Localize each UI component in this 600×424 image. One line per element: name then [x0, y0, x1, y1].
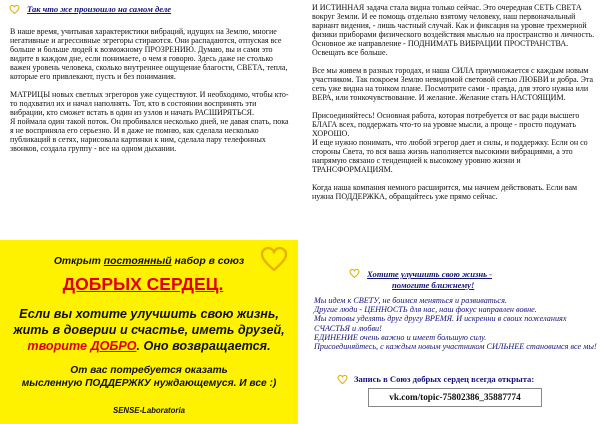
left-para-2: МАТРИЦЫ новых светлых эгрегоров уже существуют. И необходимо, чтобы кто-то подхватил их и начал наполнять. Тот, кто в состоянии воспринять эти вибрации, кто сможет встать в один из узлов и начать РАСШИРЯТЬСЯ. [10, 90, 289, 117]
banner-need-line1: От вас потребуется оказать [70, 365, 228, 376]
left-para-3: Я поймала один такой поток. Он пробивался несколько дней, не давая спать, пока я не восприняла его серьезно. И я даже не помню, как сделала несколько публикаций в сетях, нарисовала картинки к ним, сделала пару телефонных звонков, создала группу - все на одном дыхании. [10, 117, 289, 153]
banner-body-line2: жить в доверии и счастье, иметь друзей, [13, 323, 285, 337]
right-para-4: И еще нужно понимать, что любой эгрегор дает и силы, и поддержку. Если он со стороны Света, то вся ваша жизнь наполняется высокими вибрациями, а это напрямую связано с тенденцией к высокому уровню жизни и ТРАНСФОРМАЦИЯМ. [312, 138, 588, 174]
right-para-2: Все мы живем в разных городах, и наша СИЛА приумножается с каждым новым участником. Так покроем Землю невидимой световой сетью ЛЮБВИ и добра. Эта сеть уже видна на тонком плане. Посмотрите сами - правда, для этого нужна или ВЕРА, или тонкочувствование. И желание. Желание стать НАСТОЯЩИМ. [312, 66, 594, 102]
right-heading-line2: помогите ближнему! [392, 280, 475, 290]
value-item: Присоединяйтесь, с каждым новым участником СИЛЬНЕЕ становимся все мы! [314, 342, 597, 352]
vk-link[interactable]: vk.com/topic-75802386_35887774 [368, 388, 542, 407]
heart-icon [349, 269, 360, 278]
heart-icon [337, 375, 348, 384]
value-item: Другие люди - ЦЕННОСТЬ для нас, наш фокус направлен вовне. [314, 305, 537, 315]
heart-icon [260, 247, 288, 271]
value-item: ЕДИНЕНИЕ очень важно и имеет большую силу. [314, 332, 487, 342]
union-banner [0, 240, 298, 424]
right-column [312, 0, 598, 424]
left-heading: Так что же произошло на самом деле [27, 4, 172, 14]
banner-line1: Открыт постоянный набор в союз [53, 256, 245, 267]
banner-body-line1: Если вы хотите улучшить свою жизнь, [19, 307, 279, 321]
heart-icon [9, 5, 20, 14]
values-list [314, 296, 598, 351]
banner-signature: SENSE-Laboratoria [113, 406, 185, 415]
right-heading-line1: Хотите улучшить свою жизнь - [367, 269, 493, 279]
right-para-3: Присоединяйтесь! Основная работа, которая потребуется от вас ради высшего БЛАГА всех, поддержать что-то на уровне мысли, а проще - просто подумать ХОРОШО. [312, 111, 580, 138]
left-para-1: В наше время, учитывая характеристики вибраций, идущих на Землю, многие негативные и агрессивные эгрегоры стираются. Они распадаются, отпуская все больше и больше людей к возможному ПРОЗРЕНИЮ. Думаю, вы и сами это видите в каждом дне, если понимаете, о чем я говорю. Здесь даже не столько важен уровень человека, сколько внутреннее ощущение благости, СВЕТА, тепла, которые его привлекают, пусть и без понимания. [10, 27, 288, 81]
right-body [312, 3, 598, 201]
value-item: Мы идем к СВЕТУ, не боимся меняться и развиваться. [314, 296, 507, 305]
right-para-1b: Основное же направление - ПОДНИМАТЬ ВИБРАЦИИ ПРОСТРАНСТВА. Освещать все больше. [312, 39, 569, 57]
left-body [10, 27, 292, 153]
banner-need-line2: мысленную ПОДДЕРЖКУ нуждающемуся. И все :) [21, 378, 277, 389]
join-text: Запись в Союз добрых сердец всегда открыта: [354, 374, 535, 384]
right-para-5: Когда наша компания немного расширится, мы начнем действовать. Если вам нужна ПОДДЕРЖКА, обращайтесь уже прямо сейчас. [312, 183, 578, 201]
value-item: Мы готовы уделять друг другу ВРЕМЯ. И искренни в своих пожеланиях СЧАСТЬЯ и любви! [314, 314, 567, 333]
right-para-1: И ИСТИННАЯ задача стала видна только сейчас. Это очередная СЕТЬ СВЕТА вокруг Земли. И ее помощь отдельно взятому человеку, наш первоначальный вариант видения, - лишь частный случай. Как и фиксация на уровне трехмерной физики приборами физического воздействия мыслью на пространство и личность. [312, 3, 595, 39]
banner-body-line3: творите ДОБРО. Оно возвращается. [27, 339, 271, 353]
banner-emph: постоянный [103, 256, 172, 267]
banner-title: ДОБРЫХ СЕРДЕЦ. [62, 274, 224, 294]
